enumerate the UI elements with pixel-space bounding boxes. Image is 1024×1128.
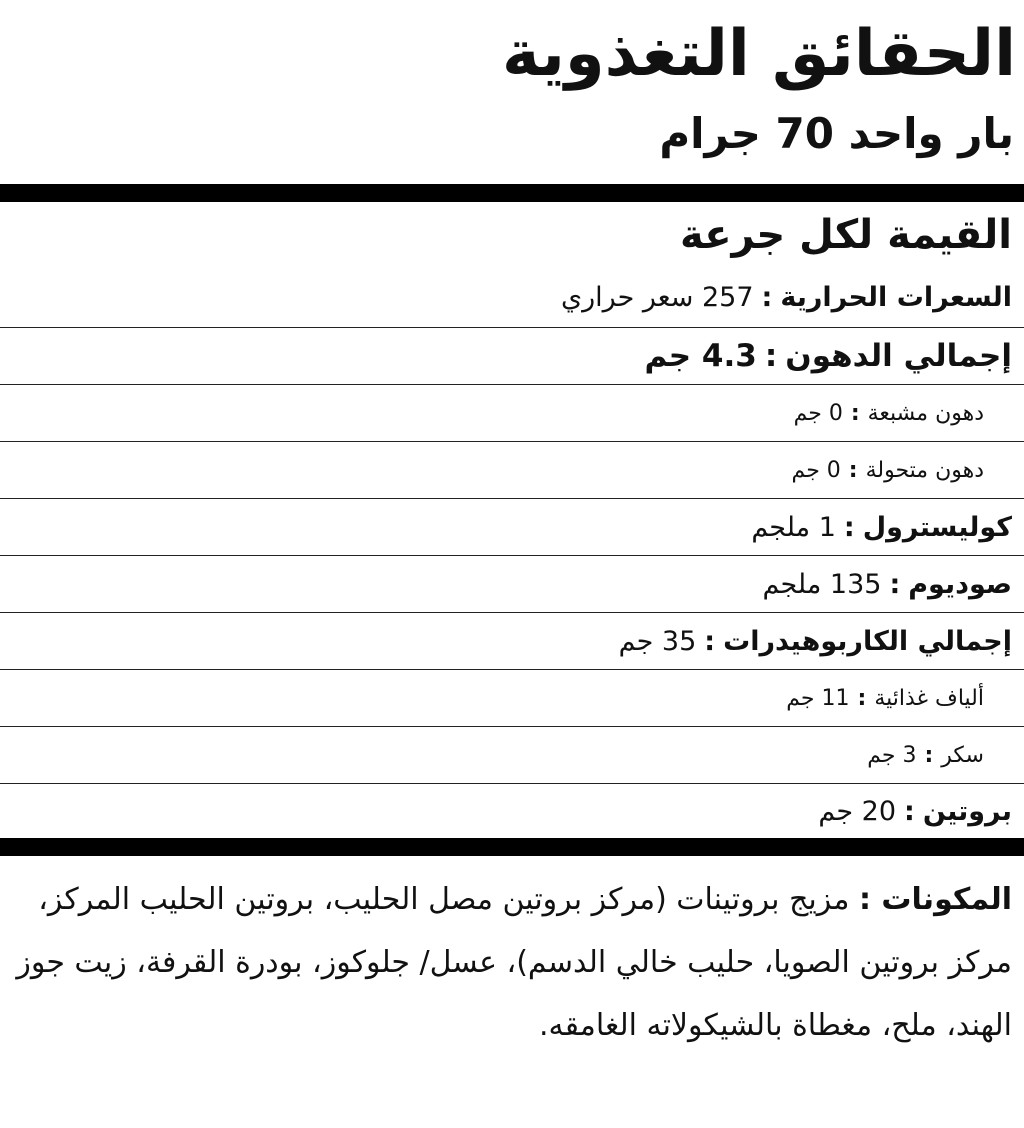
cholesterol-value: 1 ملجم — [751, 511, 836, 543]
row-protein — [0, 784, 1024, 838]
calories-value: 257 سعر حراري — [561, 282, 754, 313]
saturated-fat-value: 0 جم — [793, 400, 843, 426]
cholesterol-label: كوليسترول — [862, 511, 1012, 543]
serving-size: بار واحد 70 جرام — [659, 109, 1014, 158]
calories-label: السعرات الحرارية — [780, 282, 1012, 313]
calories-colon: : — [761, 282, 773, 313]
total-carbs-value: 35 جم — [618, 625, 697, 657]
sugar-colon: : — [924, 742, 934, 768]
protein-colon: : — [904, 795, 915, 827]
trans-fat-label: دهون متحولة — [865, 457, 984, 483]
sugar-label: سكر — [941, 742, 984, 768]
ingredients-label: المكونات : — [858, 882, 1012, 917]
protein-value: 20 جم — [818, 795, 896, 827]
sugar-value: 3 جم — [867, 742, 917, 768]
saturated-fat-colon: : — [850, 400, 860, 426]
total-fat-label: إجمالي الدهون — [785, 338, 1012, 374]
row-trans-fat — [0, 442, 1024, 499]
ingredients-text: مزيج بروتينات (مركز بروتين مصل الحليب، بروتين الحليب المركز، مركز بروتين الصويا، حليب خالي الدسم)، عسل/ جلوكوز، بودرة القرفة، زيت جوز الهند، ملح، مغطاة بالشيكولاته الغامقه. — [16, 882, 1012, 1043]
total-fat-value: 4.3 جم — [644, 338, 757, 374]
sodium-value: 135 ملجم — [762, 568, 882, 600]
fiber-value: 11 جم — [786, 685, 850, 711]
fiber-label: ألياف غذائية — [874, 685, 984, 711]
protein-label: بروتين — [922, 795, 1012, 827]
row-total-fat — [0, 328, 1024, 385]
ingredients-paragraph — [12, 868, 1012, 1057]
row-sodium — [0, 556, 1024, 613]
row-cholesterol — [0, 499, 1024, 556]
row-sugar — [0, 727, 1024, 784]
sodium-colon: : — [889, 568, 901, 600]
saturated-fat-label: دهون مشبعة — [867, 400, 984, 426]
total-carbs-colon: : — [704, 625, 716, 657]
trans-fat-value: 0 جم — [791, 457, 841, 483]
divider-thick-bottom — [0, 838, 1024, 856]
divider-thick-top — [0, 184, 1024, 202]
per-serving-heading: القيمة لكل جرعة — [679, 212, 1012, 258]
total-carbs-label: إجمالي الكاربوهيدرات — [723, 625, 1012, 657]
row-calories — [0, 268, 1024, 328]
trans-fat-colon: : — [848, 457, 858, 483]
fiber-colon: : — [857, 685, 867, 711]
cholesterol-colon: : — [843, 511, 855, 543]
sodium-label: صوديوم — [908, 568, 1012, 600]
row-total-carbs — [0, 613, 1024, 670]
row-fiber — [0, 670, 1024, 727]
row-saturated-fat — [0, 385, 1024, 442]
page-title: الحقائق التغذوية — [502, 17, 1016, 91]
total-fat-colon: : — [764, 338, 778, 374]
